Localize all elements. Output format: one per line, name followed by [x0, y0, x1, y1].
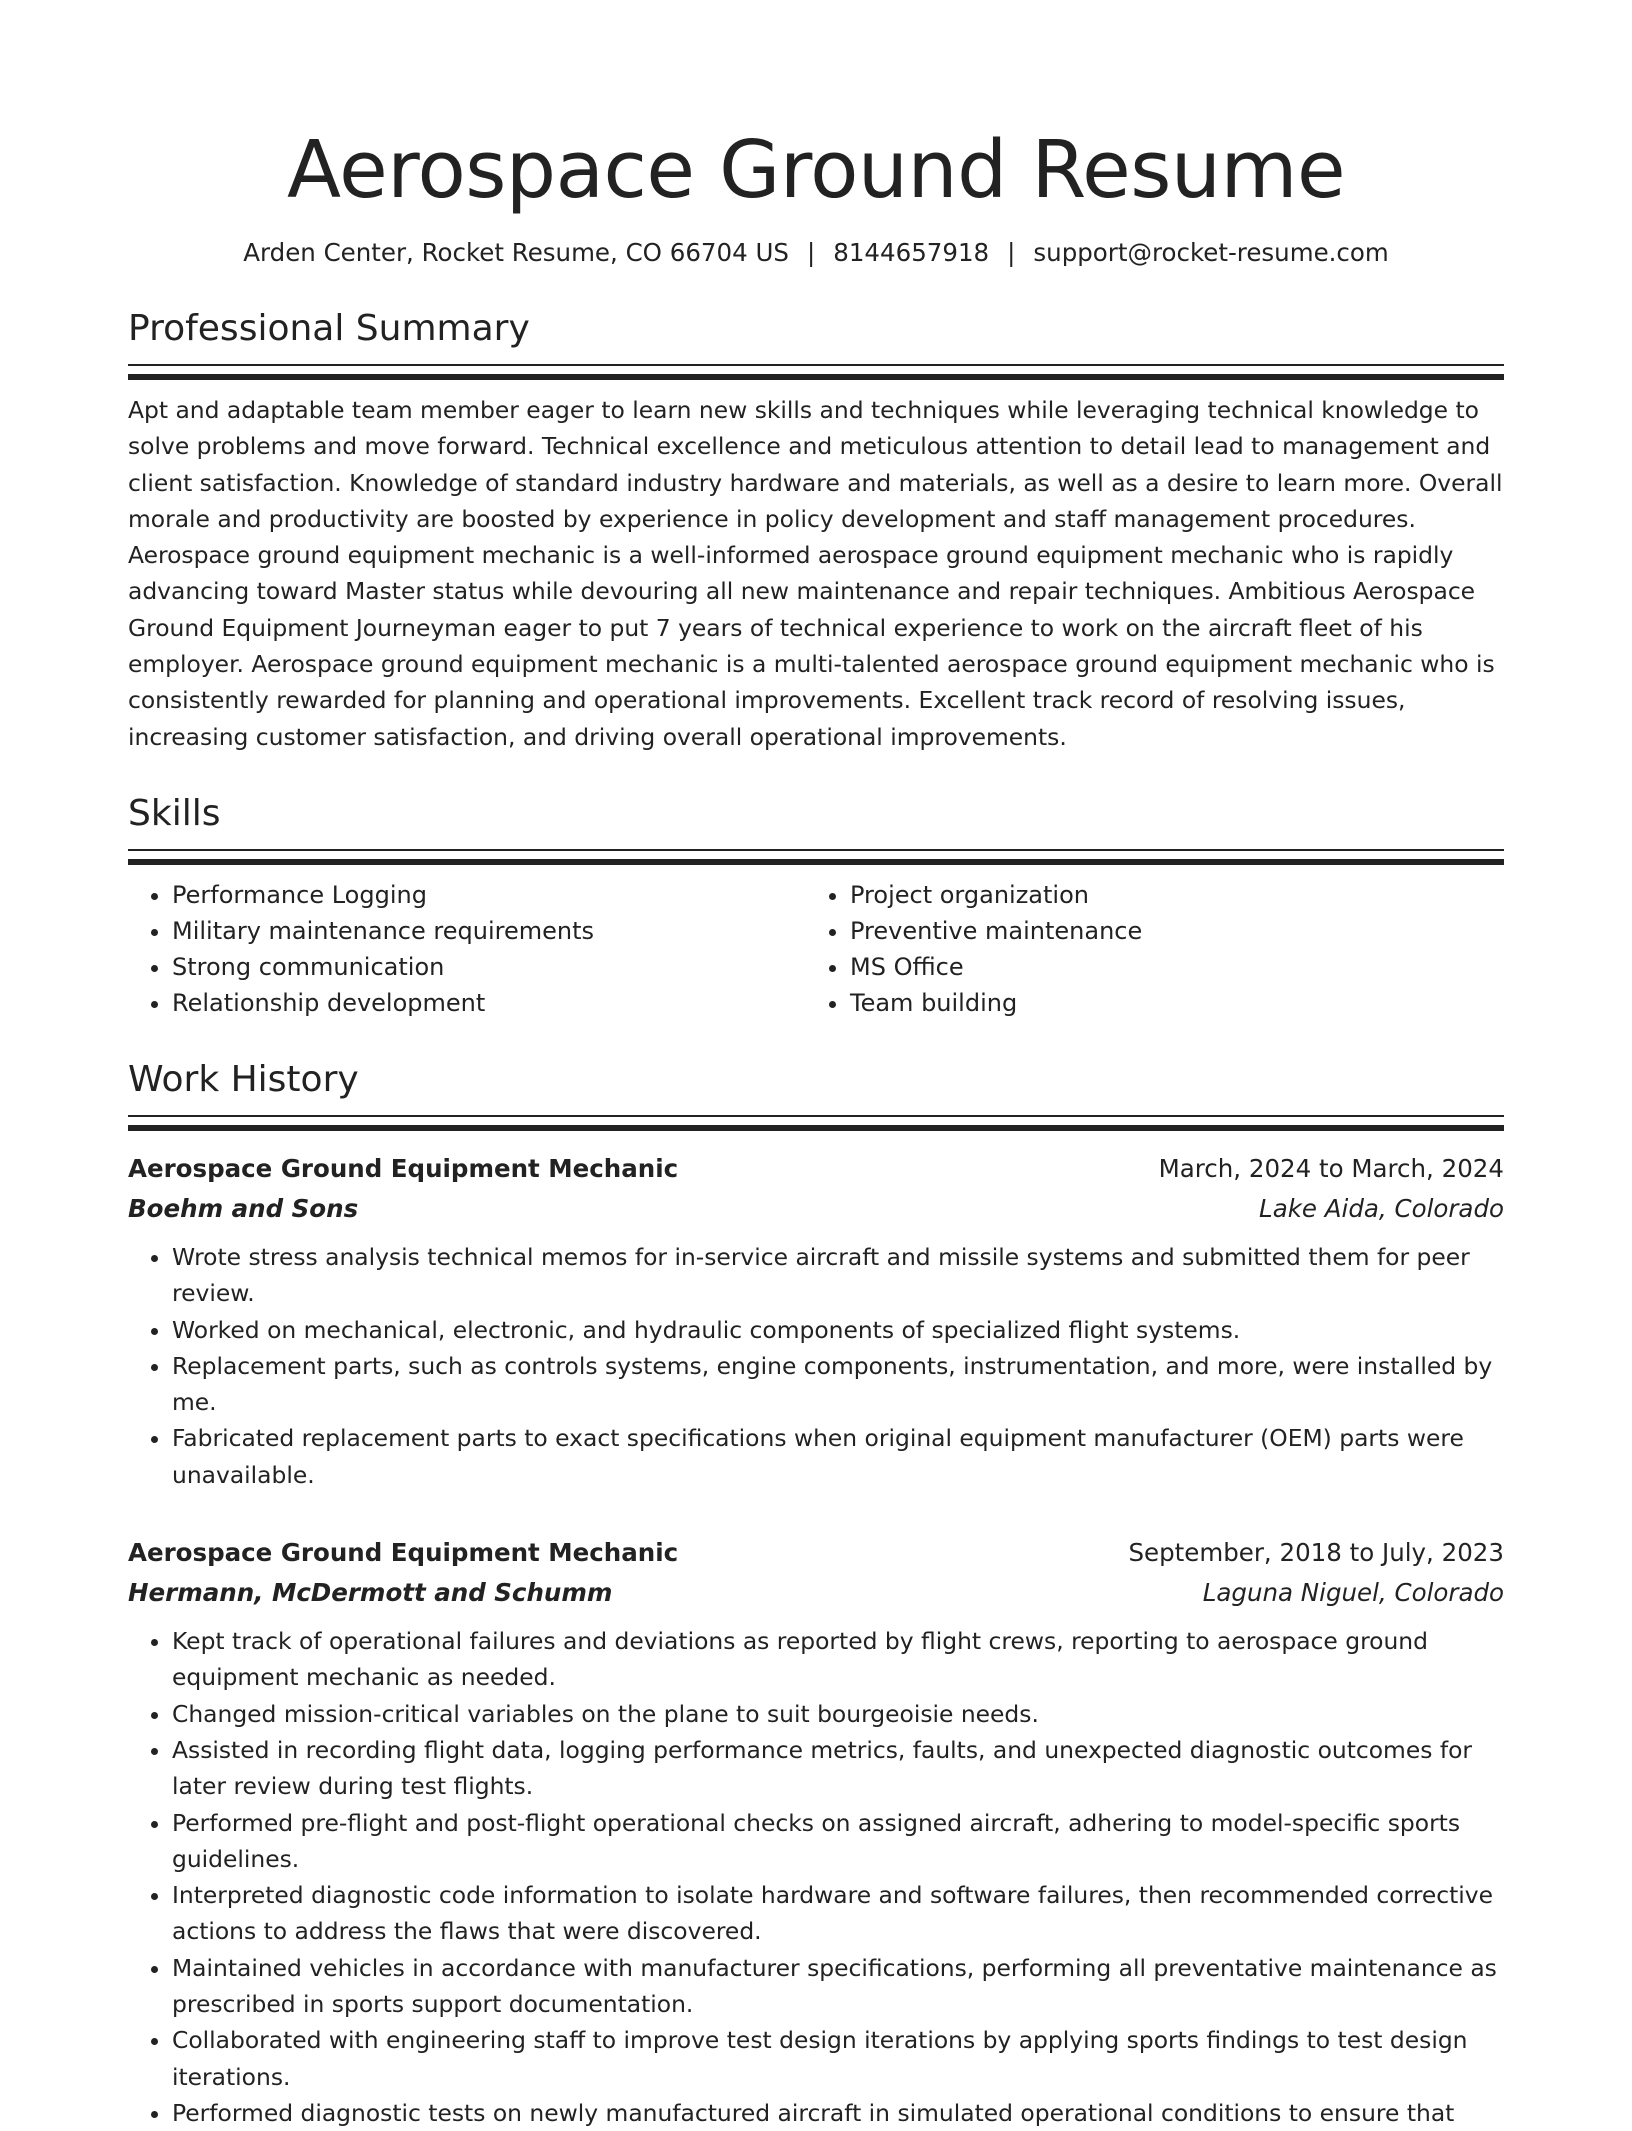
job-header — [128, 1533, 1504, 1573]
summary-text: Apt and adaptable team member eager to learn new skills and techniques while leveraging technical knowledge to solve problems and move forward. Technical excellence and meticulous attention to detail lead to management and client satisfaction. Knowledge of standard industry hardware and materials, as well as a desire to learn more. Overall morale and productivity are boosted by experience in policy development and staff management procedures. Aerospace ground equipment mechanic is a well-informed aerospace ground equipment mechanic who is rapidly advancing toward Master status while devouring all new maintenance and repair techniques. Ambitious Aerospace Ground Equipment Journeyman eager to put 7 years of technical experience to work on the aircraft fleet of his employer. Aerospace ground equipment mechanic is a multi-talented aerospace ground equipment mechanic who is consistently rewarded for planning and operational improvements. Excellent track record of resolving issues, increasing customer satisfaction, and driving overall operational improvements. — [128, 396, 1503, 751]
summary-section-header — [128, 306, 1504, 380]
job-bullet: • Worked on mechanical, electronic, and hydraulic components of specialized flight systems. — [172, 1312, 1504, 1348]
job-bullet: • Wrote stress analysis technical memos for in-service aircraft and missile systems and submitted them for peer review. — [172, 1239, 1504, 1312]
contact-address: Arden Center, Rocket Resume, CO 66704 US — [243, 238, 789, 267]
job-subheader — [128, 1573, 1504, 1613]
contact-email: support@rocket-resume.com — [1033, 238, 1389, 267]
resume-name: Aerospace Ground Resume — [286, 124, 1346, 216]
contact-separator: | — [1007, 238, 1016, 267]
job-bullet: • Replacement parts, such as controls systems, engine components, instrumentation, and more, were installed by me. — [172, 1348, 1504, 1421]
skill-item: • Strong communication — [172, 949, 806, 985]
job-company: Hermann, McDermott and Schumm — [128, 1578, 613, 1608]
job-bullet: • Fabricated replacement parts to exact specifications when original equipment manufacturer (OEM) parts were unavailable. — [172, 1420, 1504, 1493]
skill-item: • Relationship development — [172, 985, 806, 1021]
job-subheader — [128, 1189, 1504, 1229]
job-location: Laguna Niguel, Colorado — [1202, 1578, 1504, 1608]
job-bullet: • Performed pre-flight and post-flight operational checks on assigned aircraft, adhering to model-specific sports guidelines. — [172, 1805, 1504, 1878]
skill-item: • Preventive maintenance — [850, 913, 1484, 949]
job-title: Aerospace Ground Equipment Mechanic — [128, 1538, 679, 1568]
job-dates: September, 2018 to July, 2023 — [1128, 1538, 1504, 1568]
resume-page — [128, 0, 1504, 2131]
job-bullet: • Performed diagnostic tests on newly manufactured aircraft in simulated operational conditions to ensure that — [172, 2095, 1504, 2131]
skill-item: • Project organization — [850, 877, 1484, 913]
contact-separator: | — [806, 238, 816, 267]
section-divider — [128, 849, 1504, 865]
job-location: Lake Aida, Colorado — [1259, 1193, 1504, 1223]
job-entry — [128, 1533, 1504, 2131]
skills-column-left — [128, 877, 806, 1021]
job-title: Aerospace Ground Equipment Mechanic — [128, 1153, 679, 1183]
skills-list — [128, 877, 1504, 1021]
skill-item: • Team building — [850, 985, 1484, 1021]
job-dates: March, 2024 to March, 2024 — [1158, 1153, 1504, 1183]
job-bullet: • Interpreted diagnostic code information to isolate hardware and software failures, then recommended corrective actions to address the flaws that were discovered. — [172, 1877, 1504, 1950]
section-divider — [128, 1115, 1504, 1131]
contact-phone: 8144657918 — [833, 238, 990, 267]
skill-item: • Performance Logging — [172, 877, 806, 913]
contact-line — [128, 236, 1504, 270]
skills-section-header — [128, 791, 1504, 865]
job-bullets — [128, 1623, 1504, 2131]
summary-section-title: Professional Summary — [128, 308, 530, 349]
job-header — [128, 1149, 1504, 1189]
work-section-header — [128, 1057, 1504, 1131]
skill-item: • Military maintenance requirements — [172, 913, 806, 949]
job-bullet: • Maintained vehicles in accordance with manufacturer specifications, performing all preventative maintenance as prescribed in sports support documentation. — [172, 1950, 1504, 2023]
job-bullet: • Assisted in recording flight data, logging performance metrics, faults, and unexpected diagnostic outcomes for later review during test flights. — [172, 1732, 1504, 1805]
job-bullet: • Changed mission-critical variables on the plane to suit bourgeoisie needs. — [172, 1696, 1504, 1732]
work-section-title: Work History — [128, 1058, 359, 1100]
skills-section-title: Skills — [128, 792, 221, 834]
job-bullet: • Kept track of operational failures and deviations as reported by flight crews, reporting to aerospace ground equipment mechanic as needed. — [172, 1623, 1504, 1696]
skills-column-right — [806, 877, 1484, 1021]
job-bullet: • Collaborated with engineering staff to improve test design iterations by applying sports findings to test design iterations. — [172, 2022, 1504, 2095]
job-company: Boehm and Sons — [128, 1193, 359, 1223]
section-divider — [128, 364, 1504, 380]
job-entry — [128, 1149, 1504, 1493]
skill-item: • MS Office — [850, 949, 1484, 985]
job-bullets — [128, 1239, 1504, 1493]
